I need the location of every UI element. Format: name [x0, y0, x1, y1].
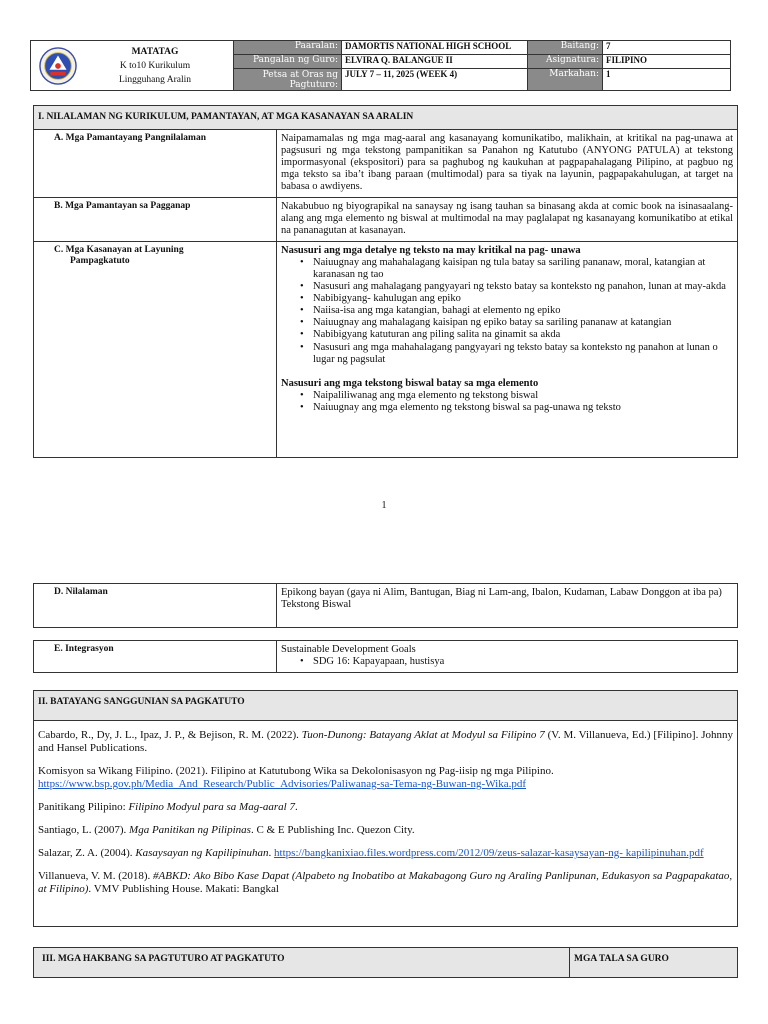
reference-item: [38, 847, 733, 860]
section-three-heading: III. MGA HAKBANG SA PAGTUTURO AT PAGKATUTO: [34, 948, 570, 978]
reference-author: Salazar, Z. A. (2004).: [38, 847, 136, 859]
objective-heading-2: Nasusuri ang mga tekstong biswal batay sa mga elemento: [281, 377, 539, 389]
brand-line-3: Lingguhang Aralin: [118, 74, 192, 85]
markahan-value: 1: [603, 69, 731, 91]
markahan-label: Markahan:: [528, 69, 603, 91]
objective-list-1: [281, 257, 733, 366]
section-one-heading: I. NILALAMAN NG KURIKULUM, PAMANTAYAN, AT MGA KASANAYAN SA ARALIN: [34, 106, 738, 130]
pamantayang-pangnilalaman-label: A. Mga Pamantayang Pangnilalaman: [34, 130, 277, 198]
list-item: • SDG 16: Kapayapaan, hustisya: [289, 656, 733, 668]
petsa-label: Petsa at Oras ng Pagtuturo:: [234, 69, 342, 91]
list-item: • Naipaliliwanag ang mga elemento ng tekstong biswal: [289, 390, 733, 402]
section-three-table: [33, 947, 738, 978]
tala-sa-guro-heading: MGA TALA SA GURO: [570, 948, 738, 978]
reference-publisher: . VMV Publishing House. Makati: Bangkal: [88, 883, 279, 895]
guro-label: Pangalan ng Guro:: [234, 55, 342, 69]
nilalaman-label: D. Nilalaman: [34, 584, 277, 628]
brand-line-1: MATATAG: [131, 46, 179, 57]
petsa-value: JULY 7 – 11, 2025 (WEEK 4): [342, 69, 528, 91]
reference-item: [38, 824, 733, 837]
references-list: [34, 721, 738, 927]
pamantayan-pagganap-text: Nakabubuo ng biyograpikal na sanaysay ng isang tauhan sa binasang akda at comic book na isinasaalang-alang ang mga elemento ng biswal at multimodal na may paglalapat ng kasanayang komunikatibo at etikal na pananagutan at kasanayan.: [277, 198, 738, 242]
reference-text: .: [294, 801, 298, 813]
section-two-heading: II. BATAYANG SANGGUNIAN SA PAGKATUTO: [34, 691, 738, 721]
reference-title: Tuon-Dunong: Batayang Aklat at Modyul sa Filipino 7: [301, 729, 545, 741]
guro-value: ELVIRA Q. BALANGUE II: [342, 55, 528, 69]
section-e-table: [33, 640, 738, 673]
section-one-table: [33, 105, 738, 458]
reference-publisher: (V. M. Villanueva, Ed.) [Filipino]. Johnny and Hansel Publications.: [38, 729, 733, 754]
baitang-label: Baitang:: [528, 41, 603, 55]
reference-link[interactable]: https://www.bsp.gov.ph/Media_And_Research/Public_Advisories/Paliwanag-sa-Tema-ng-Buwan-ng-Wika.pdf: [38, 778, 526, 790]
reference-text: .: [268, 847, 275, 859]
pamantayang-pangnilalaman-text: Naipamamalas ng mga mag-aaral ang kasanayang komunikatibo, malikhain, at kritikal na pag-unawa at pagsusuri ng mga tekstong pampanitikan sa Panahon ng Katutubo (ANYONG PATULA) at tekstong impormasyonal (ekspositori) para sa paghubog ng kaukuhan at pagpapahalagang Pilipino, at pagbuo ng mga teksto sa iba’t ibang paraan (multimodal) para sa tiyak na layunin, pagpapakahulugan, at target na babasa o awdiyens.: [277, 130, 738, 198]
list-item: • Nabibigyang katuturan ang piling salita na ginamit sa akda: [289, 329, 733, 341]
reference-link[interactable]: https://bangkanixiao.files.wordpress.com/2012/09/zeus-salazar-kasaysayan-ng- kapilipinuhan.pdf: [274, 847, 704, 859]
reference-author: Santiago, L. (2007).: [38, 824, 130, 836]
reference-author: Villanueva, V. M. (2018).: [38, 870, 154, 882]
pamantayan-pagganap-label: B. Mga Pamantayan sa Pagganap: [34, 198, 277, 242]
page-number: 1: [381, 500, 387, 511]
nilalaman-content: [277, 584, 738, 628]
kasanayan-label-line-1: C. Mga Kasanayan at Layuning: [54, 245, 184, 255]
list-item: • Naiisa-isa ang mga katangian, bahagi at elemento ng epiko: [289, 305, 733, 317]
reference-publisher: . C & E Publishing Inc. Quezon City.: [250, 824, 415, 836]
list-item: • Naiuugnay ang mahahalagang kaisipan ng tula batay sa sariling pananaw, moral, katangian at karanasan ng tao: [289, 257, 733, 281]
header-brand: [31, 41, 234, 91]
kasanayan-layunin-label: [34, 242, 277, 458]
brand-line-2: K to10 Kurikulum: [119, 60, 191, 71]
list-item: • Nasusuri ang mga mahahalagang pangyayari ng teksto batay sa konteksto ng panahon at lunan o lugar ng pagsulat: [289, 342, 733, 366]
reference-title: #ABKD: Ako Bibo Kase Dapat (Alpabeto ng Inobatibo at Makabagong Guro ng Araling Panlipunan, Edukasyon sa Pagpapakatao, at Filipino): [38, 870, 733, 895]
integrasyon-line: Sustainable Development Goals: [281, 644, 416, 655]
list-item: • Naiuugnay ang mahalagang kaisipan ng epiko batay sa sariling pananaw at katangian: [289, 317, 733, 329]
reference-title: Kasaysayan ng Kapilipinuhan: [135, 847, 269, 859]
reference-item: [38, 870, 733, 896]
integrasyon-content: [277, 641, 738, 673]
deped-seal-icon: [39, 47, 77, 85]
reference-title: Mga Panitikan ng Pilipinas: [129, 824, 251, 836]
nilalaman-line-2: Tekstong Biswal: [281, 599, 352, 611]
list-item: • Naiuugnay ang mga elemento ng tekstong biswal sa pag-unawa ng teksto: [289, 402, 733, 414]
kasanayan-label-line-2: Pampagkatuto: [70, 255, 130, 266]
baitang-value: 7: [603, 41, 731, 55]
list-item: • Nabibigyang- kahulugan ang epiko: [289, 293, 733, 305]
integrasyon-label: E. Integrasyon: [34, 641, 277, 673]
reference-title: Filipino Modyul para sa Mag-aaral 7: [128, 801, 295, 813]
section-d-table: [33, 583, 738, 628]
reference-item: [38, 765, 733, 791]
asignatura-value: FILIPINO: [603, 55, 731, 69]
kasanayan-layunin-content: [277, 242, 738, 458]
reference-author: Cabardo, R., Dy, J. L., Ipaz, J. P., & Bejison, R. M. (2022).: [38, 729, 302, 741]
lesson-header-table: [30, 40, 731, 91]
reference-text: Panitikang Pilipino:: [38, 801, 129, 813]
paaralan-label: Paaralan:: [234, 41, 342, 55]
reference-item: [38, 801, 733, 814]
objective-list-2: [281, 390, 733, 414]
section-two-table: [33, 690, 738, 927]
integrasyon-list: [281, 656, 733, 668]
asignatura-label: Asignatura:: [528, 55, 603, 69]
reference-text: Komisyon sa Wikang Filipino. (2021). Filipino at Katutubong Wika sa Dekolonisasyon ng Pag-iisip ng mga Pilipino.: [38, 765, 554, 777]
paaralan-value: DAMORTIS NATIONAL HIGH SCHOOL: [342, 41, 528, 55]
list-item: • Nasusuri ang mahalagang pangyayari ng teksto batay sa konteksto ng panahon, lunan at may-akda: [289, 281, 733, 293]
nilalaman-line-1: Epikong bayan (gaya ni Alim, Bantugan, Biag ni Lam-ang, Ibalon, Kudaman, Labaw Donggon at iba pa): [281, 587, 722, 598]
reference-item: [38, 729, 733, 755]
objective-heading-1: Nasusuri ang mga detalye ng teksto na may kritikal na pag- unawa: [281, 245, 581, 256]
